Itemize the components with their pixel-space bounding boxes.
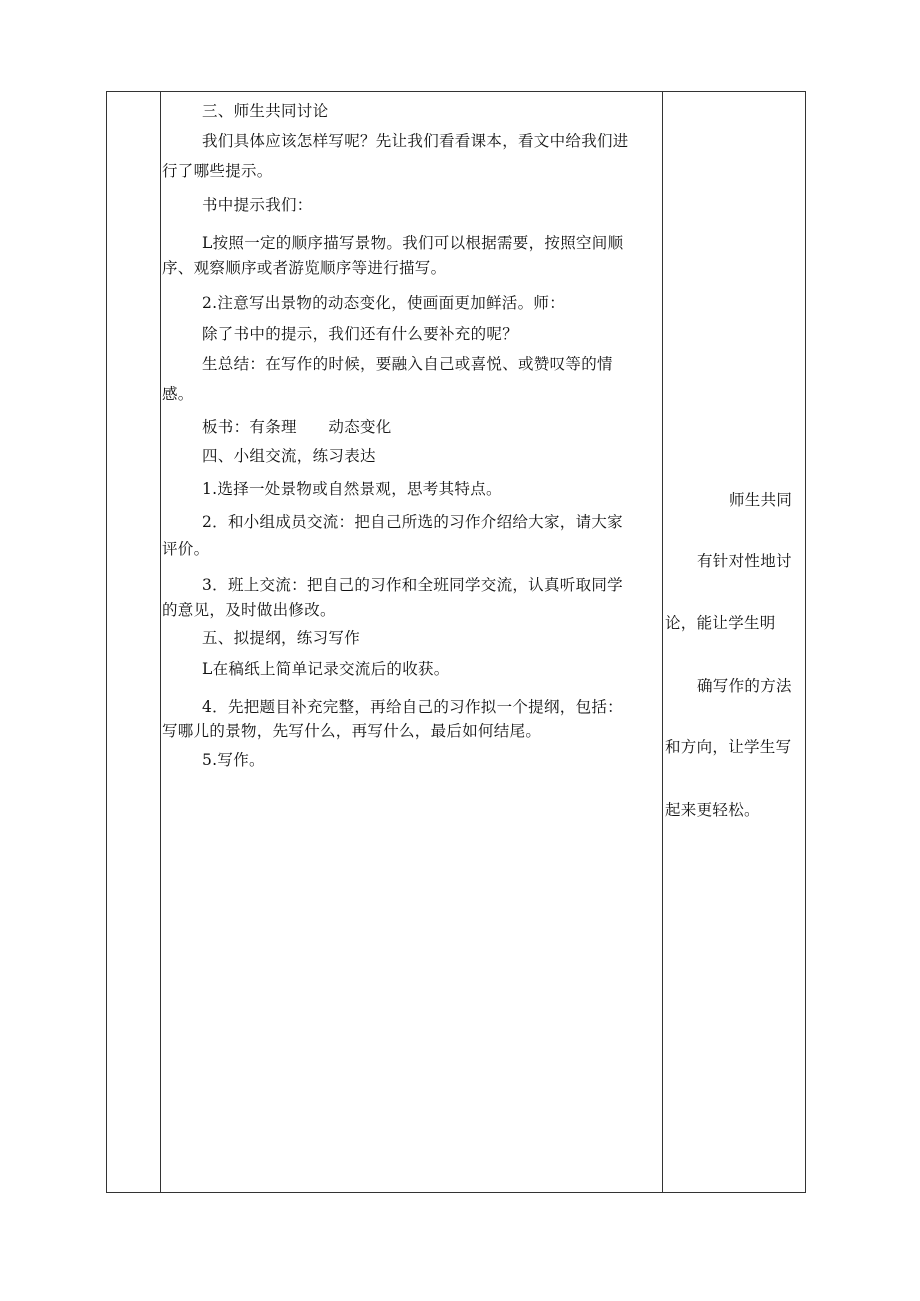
side-note-line: 起来更轻松。: [665, 801, 760, 819]
paragraph-line: 感。: [162, 385, 194, 403]
side-note-line: 和方向，让学生写: [665, 738, 792, 756]
paragraph-line: 我们具体应该怎样写呢？先让我们看看课本，看文中给我们进: [202, 132, 629, 150]
paragraph-line: 写哪儿的景物，先写什么，再写什么，最后如何结尾。: [162, 722, 542, 740]
section-heading: 五、拟提纲，练习写作: [202, 629, 361, 647]
paragraph-line: 4．先把题目补充完整，再给自己的习作拟一个提纲，包括：: [202, 698, 623, 716]
paragraph-line: 3．班上交流：把自己的习作和全班同学交流，认真听取同学: [202, 576, 623, 594]
design-intent-cell: [663, 91, 805, 1193]
paragraph-line: 行了哪些提示。: [162, 162, 273, 180]
teaching-process-cell: [162, 91, 662, 1193]
paragraph-line: 评价。: [162, 540, 210, 558]
section-heading: 四、小组交流，练习表达: [202, 447, 376, 465]
paragraph-line: 1.选择一处景物或自然景观，思考其特点。: [202, 480, 502, 498]
column-divider-left: [160, 91, 161, 1193]
side-note-line: 确写作的方法: [697, 677, 792, 695]
paragraph-line: 除了书中的提示，我们还有什么要补充的呢？: [202, 325, 519, 343]
paragraph-line: L按照一定的顺序描写景物。我们可以根据需要，按照空间顺: [202, 234, 624, 252]
paragraph-line: 2．和小组成员交流：把自己所选的习作介绍给大家，请大家: [202, 513, 623, 531]
paragraph-line: 5.写作。: [202, 751, 265, 769]
paragraph-line: 书中提示我们：: [202, 196, 313, 214]
side-note-line: 师生共同: [729, 491, 793, 509]
paragraph-line: 序、观察顺序或者游览顺序等进行描写。: [162, 259, 447, 277]
blackboard-note: 板书：有条理 动态变化: [202, 418, 392, 436]
paragraph-line: 的意见，及时做出修改。: [162, 601, 336, 619]
side-note-line: 论，能让学生明: [665, 614, 776, 632]
paragraph-line: L在稿纸上简单记录交流后的收获。: [202, 660, 450, 678]
paragraph-line: 生总结：在写作的时候，要融入自己或喜悦、或赞叹等的情: [202, 355, 613, 373]
section-heading: 三、师生共同讨论: [202, 102, 329, 120]
paragraph-line: 2.注意写出景物的动态变化，使画面更加鲜活。师：: [202, 294, 565, 312]
side-note-line: 有针对性地讨: [697, 552, 792, 570]
